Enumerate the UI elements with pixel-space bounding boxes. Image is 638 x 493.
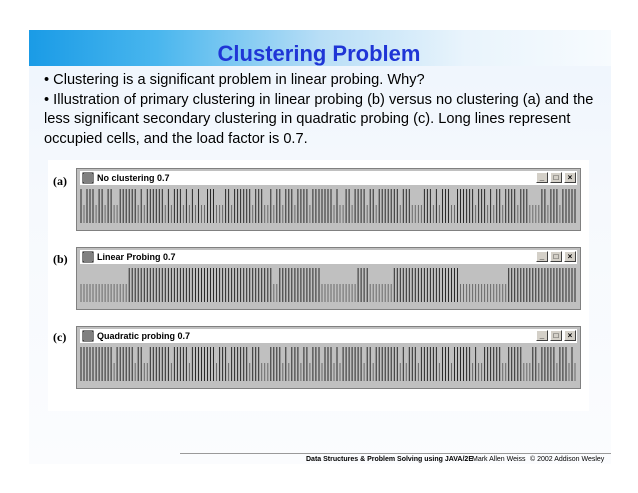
bullet-2: • Illustration of primary clustering in linear probing (b) versus no clustering (a) and the less significant secondary clustering in quadratic probing (c). Long lines represent occupied cells, and the load factor is 0.7. — [44, 91, 594, 147]
window-title: Quadratic probing 0.7 — [97, 331, 191, 341]
window-linear-probing — [76, 247, 581, 310]
close-button[interactable]: × — [564, 330, 576, 341]
hash-table-app-icon — [82, 172, 94, 184]
minimize-button[interactable]: _ — [536, 251, 548, 262]
slide-body — [44, 71, 604, 149]
window-title: No clustering 0.7 — [97, 173, 170, 183]
maximize-button[interactable]: □ — [550, 172, 562, 183]
footer-copyright: © 2002 Addison Wesley — [530, 456, 605, 463]
table-visualization — [80, 345, 577, 385]
label-a: (a) — [53, 174, 67, 188]
window-titlebar[interactable] — [80, 250, 577, 264]
footer-author: Mark Allen Weiss — [472, 456, 526, 463]
bullet-1: • Clustering is a significant problem in linear probing. Why? — [44, 72, 425, 88]
minimize-button[interactable]: _ — [536, 330, 548, 341]
window-no-clustering — [76, 168, 581, 231]
minimize-button[interactable]: _ — [536, 172, 548, 183]
maximize-button[interactable]: □ — [550, 330, 562, 341]
maximize-button[interactable]: □ — [550, 251, 562, 262]
label-c: (c) — [53, 330, 67, 344]
window-titlebar[interactable] — [80, 171, 577, 185]
label-b: (b) — [53, 252, 68, 266]
table-visualization — [80, 266, 577, 306]
close-button[interactable]: × — [564, 172, 576, 183]
close-button[interactable]: × — [564, 251, 576, 262]
probe-lines-svg — [80, 187, 577, 227]
slide-footer — [180, 453, 611, 468]
footer-book: Data Structures & Problem Solving using JAVA/2E — [306, 456, 473, 463]
hash-table-app-icon — [82, 330, 94, 342]
slide-title: Clustering Problem — [217, 41, 421, 66]
window-titlebar[interactable] — [80, 329, 577, 343]
hash-table-app-icon — [82, 251, 94, 263]
probe-lines-svg — [80, 345, 577, 385]
window-quadratic-probing — [76, 326, 581, 389]
probe-lines-svg — [80, 266, 577, 306]
window-title: Linear Probing 0.7 — [97, 252, 176, 262]
table-visualization — [80, 187, 577, 227]
